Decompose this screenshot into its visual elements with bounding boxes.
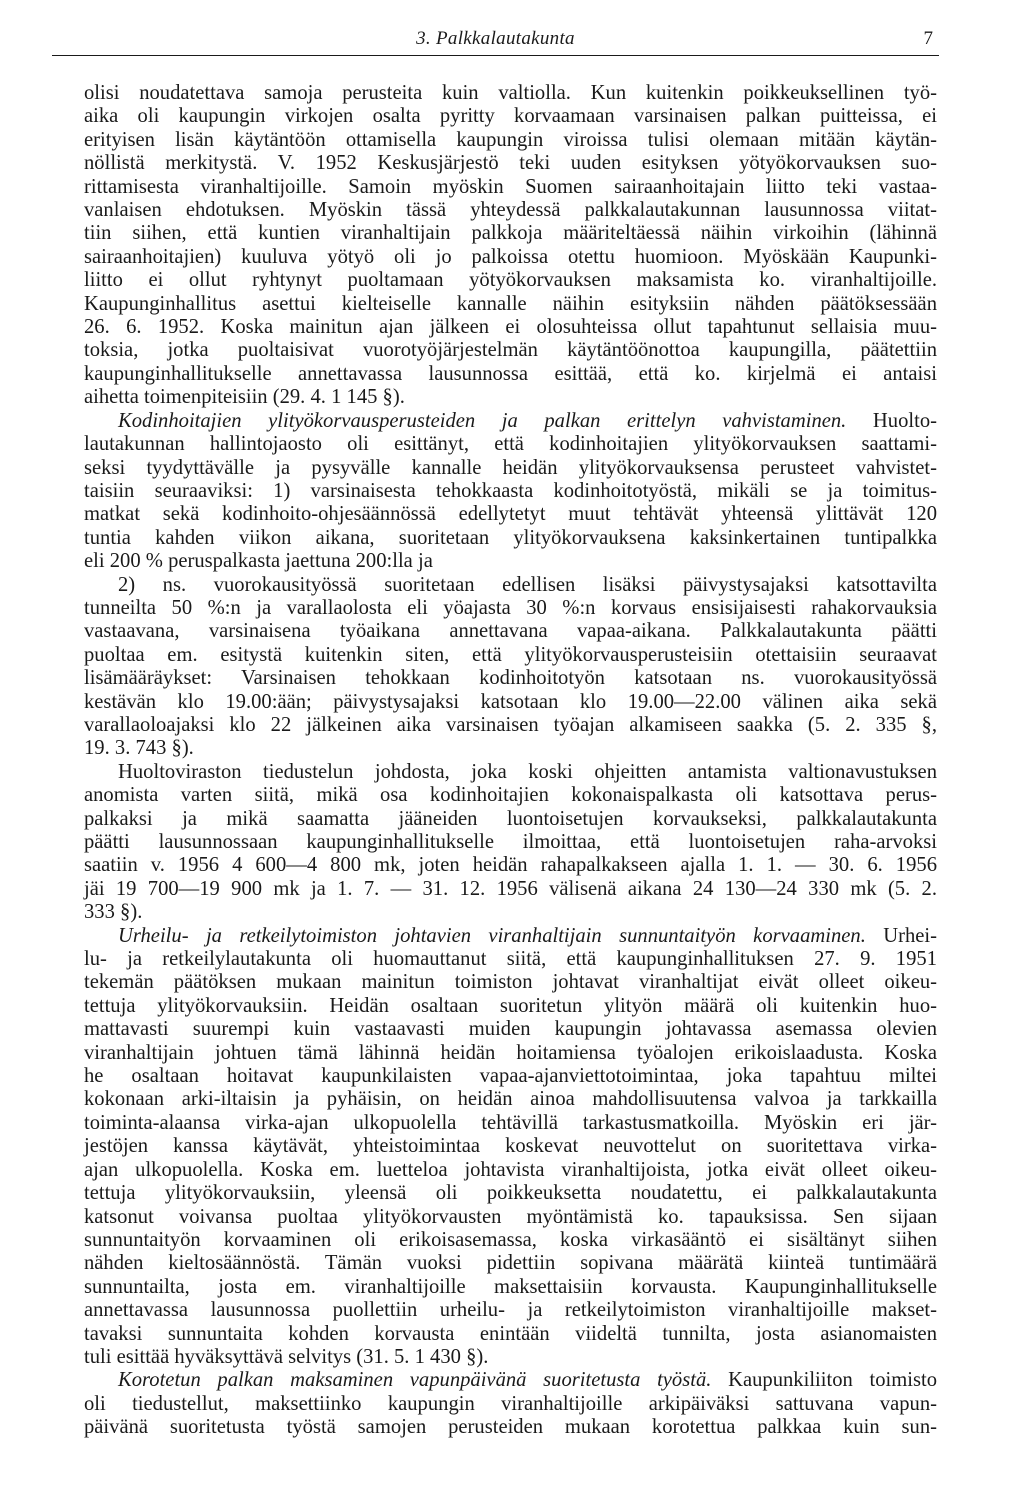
- text-line: [84, 1276, 937, 1299]
- line-text: rittamisesta viranhaltijoille. Samoin myöskin Suomen sairaanhoitajain liitto teki vastaa-: [84, 175, 937, 198]
- text-line: [84, 199, 937, 222]
- text-line: [84, 831, 937, 854]
- text-line: [84, 1159, 937, 1182]
- line-text: päivänä suoritetusta työstä samojen perusteiden mukaan korotettua palkkaa kuin sun-: [84, 1416, 937, 1439]
- text-line: [84, 1206, 937, 1229]
- text-line: [84, 527, 937, 550]
- line-text: lautakunnan hallintojaosto oli esittänyt, että kodinhoitajien ylityökorvauksen saattami-: [84, 433, 937, 456]
- line-text: kaupunginhallitukselle annettavassa lausunnossa esittää, että ko. kirjelmä ei antaisi: [84, 362, 937, 385]
- italic-heading: Kodinhoitajien ylityökorvausperusteiden ja palkan erittelyn vahvistaminen.: [118, 409, 847, 432]
- line-text: toksia, jotka puoltaisivat vuorotyöjärjestelmän käytäntöönottoa kaupungilla, päätettiin: [84, 339, 937, 362]
- line-text: matkat sekä kodinhoito-ohjesäännössä edellytetyt muut tehtävät yhteensä ylittävät 120: [84, 503, 937, 526]
- line-text: 19. 3. 743 §).: [84, 737, 194, 760]
- line-text: ajan ulkopuolella. Koska em. luetteloa johtavista viranhaltijoista, jotka eivät olleet oikeu-: [84, 1158, 937, 1181]
- page-number: 7: [923, 28, 933, 49]
- line-text: sunnuntailta, josta em. viranhaltijoille maksettaisiin korvausta. Kaupunginhallitukselle: [84, 1275, 937, 1298]
- line-text: oli tiedustellut, maksettiinko kaupungin viranhaltijoille arkipäiväksi sattuvana vapun-: [84, 1392, 937, 1415]
- text-line: [84, 1252, 937, 1275]
- text-line: [84, 176, 937, 199]
- text-line: [84, 948, 937, 971]
- line-text: päätti lausunnossaan kaupunginhallitukselle ilmoittaa, että luontoisetujen raha-arvoksi: [84, 831, 937, 853]
- text-line: [84, 995, 937, 1018]
- text-line: [84, 363, 937, 386]
- line-text: katsonut voivansa puoltaa ylityökorvausten myöntämistä ko. tapauksissa. Sen sijaan: [84, 1205, 937, 1228]
- text-line: [84, 574, 937, 597]
- line-text: tuli esittää hyväksyttävä selvitys (31. 5. 1 430 §).: [84, 1345, 489, 1368]
- text-line: [84, 808, 937, 831]
- text-line: [84, 597, 937, 620]
- line-text: mattavasti suurempi kuin vastaavasti muiden kaupungin johtavassa asemassa olevien: [84, 1018, 937, 1041]
- text-line: [84, 480, 937, 503]
- text-line: [84, 1135, 937, 1158]
- text-line: [84, 386, 937, 409]
- text-line: [84, 339, 937, 362]
- text-line: [84, 644, 937, 667]
- line-text: toiminta-alaansa virka-ajan ulkopuolella tehtävillä tarkastusmatkoilla. Myöskin eri jär-: [84, 1111, 937, 1134]
- line-text: vastaavana, varsinaisena työaikana annettavana vapaa-aikana. Palkkalautakunta päätti: [84, 620, 937, 643]
- text-line: [84, 129, 937, 152]
- text-line: [84, 691, 937, 714]
- text-line: [84, 1323, 937, 1346]
- line-text: lisämääräykset: Varsinaisen tehokkaan kodinhoitotyön katsotaan ns. vuorokausityössä: [84, 667, 937, 690]
- text-line: [84, 901, 937, 924]
- line-text: tettuja ylityökorvauksiin, yleensä oli poikkeuksetta noudatettu, ei palkkalautakunta: [84, 1182, 937, 1205]
- text-line: [84, 1042, 937, 1065]
- line-text: saatiin v. 1956 4 600—4 800 mk, joten heidän rahapalkakseen ajalla 1. 1. — 30. 6. 1956: [84, 854, 937, 877]
- text-line: [84, 82, 937, 105]
- line-text: aika oli kaupungin virkojen osalta pyritty korvaamaan varsinaisen palkan puitteissa, ei: [84, 105, 937, 128]
- line-text: lu- ja retkeilylautakunta oli huomauttanut siitä, että kaupunginhallituksen 27. 9. 1951: [84, 948, 937, 971]
- text-line: [84, 1065, 937, 1088]
- line-text: kestävän klo 19.00:ään; päivystysajaksi katsotaan klo 19.00—22.00 välinen aika sekä: [84, 690, 937, 713]
- line-text: palkaksi ja mikä saamatta jääneiden luontoisetujen korvaukseksi, palkkalautakunta: [84, 807, 937, 830]
- body-text: [84, 82, 937, 1440]
- line-text: annettavassa lausunnossa puollettiin urheilu- ja retkeilytoimiston viranhaltijoille makset-: [84, 1299, 937, 1322]
- line-text: viranhaltijain johtuen tämä lähinnä heidän hoitamiensa työalojen erikoislaadusta. Koska: [84, 1041, 937, 1064]
- line-text: tuntia kahden viikon aikana, suoritetaan ylityökorvauksena kaksinkertainen tuntipalkka: [84, 526, 937, 549]
- text-line: [84, 925, 937, 948]
- line-text: nähden kieltosäännöstä. Tämän vuoksi pidettiin sopivana määrätä kiinteä tuntimäärä: [84, 1252, 937, 1275]
- header-section-title: 3. Palkkalautakunta: [416, 28, 575, 49]
- text-line: [84, 971, 937, 994]
- line-text: 333 §).: [84, 901, 143, 924]
- text-line: [84, 737, 937, 760]
- line-text: Kaupunginhallitus asettui kielteiselle kannalle näihin esityksiin nähden päätöksessään: [84, 292, 937, 315]
- line-text: tekemän päätöksen mukaan mainitun toimiston johtavat viranhaltijat eivät olleet oikeu-: [84, 971, 937, 994]
- text-line: [84, 550, 937, 573]
- text-line: [84, 152, 937, 175]
- text-line: [84, 1393, 937, 1416]
- italic-heading: Korotetun palkan maksaminen vapunpäivänä suoritetusta työstä.: [118, 1369, 712, 1392]
- text-line: [84, 105, 937, 128]
- line-text: sunnuntaityön korvaaminen oli erikoisasemassa, koska virkasääntö ei sisältänyt siihen: [84, 1228, 937, 1251]
- line-text: Huoltoviraston tiedustelun johdosta, joka koski ohjeitten antamista valtionavustuksen: [118, 760, 937, 783]
- text-line: [84, 620, 937, 643]
- text-line: [84, 246, 937, 269]
- line-text: jestöjen kanssa käytävät, yhteistoimintaa koskevat neuvottelut on suoritettava virka-: [84, 1135, 937, 1158]
- text-line: [84, 1416, 937, 1439]
- text-line: [84, 1369, 937, 1392]
- line-text: olisi noudatettava samoja perusteita kuin valtiolla. Kun kuitenkin poikkeuksellinen työ-: [84, 82, 937, 104]
- line-text: sairaanhoitajien) kuuluva yötyö oli jo palkoissa otettu huomioon. Myöskään Kaupunki-: [84, 245, 937, 268]
- line-text: Kaupunkiliiton toimisto: [711, 1369, 937, 1392]
- line-text: jäi 19 700—19 900 mk ja 1. 7. — 31. 12. 1956 välisenä aikana 24 130—24 330 mk (5. 2.: [84, 877, 937, 900]
- italic-heading: Urheilu- ja retkeilytoimiston johtavien viranhaltijain sunnuntaityön korvaaminen.: [118, 924, 866, 947]
- line-text: tiin siihen, että kuntien viranhaltijain palkkoja määriteltäessä näihin virkoihin (lähinnä: [84, 222, 937, 245]
- line-text: kokonaan arki-iltaisin ja pyhäisin, on heidän ainoa mahdollisuutensa valvoa ja tarkkailla: [84, 1088, 937, 1111]
- line-text: tunneilta 50 %:n ja varallaolosta eli yöajasta 30 %:n korvaus ensisijaisesti rahakorvauksia: [84, 596, 937, 619]
- line-text: aihetta toimenpiteisiin (29. 4. 1 145 §).: [84, 386, 405, 409]
- line-text: varallaoloajaksi klo 22 jälkeinen aika varsinaisen työajan alkamiseen saakka (5. 2. 335 §,: [84, 713, 937, 736]
- header-rule: [52, 55, 939, 56]
- text-line: [84, 1299, 937, 1322]
- text-line: [84, 316, 937, 339]
- text-line: [84, 1018, 937, 1041]
- text-line: [84, 293, 937, 316]
- line-text: puoltaa em. esitystä kuitenkin siten, että ylityökorvausperusteisiin otettaisiin seuraavat: [84, 643, 937, 666]
- line-text: 2) ns. vuorokausityössä suoritetaan edellisen lisäksi päivystysajaksi katsottavilta: [118, 573, 937, 596]
- line-text: vanlaisen ehdotuksen. Myöskin tässä yhteydessä palkkalautakunnan lausunnossa viitat-: [84, 199, 937, 222]
- text-line: [84, 457, 937, 480]
- line-text: 26. 6. 1952. Koska mainitun ajan jälkeen ei olosuhteissa ollut tapahtunut sellaisia muu-: [84, 316, 937, 339]
- running-header: [52, 28, 939, 52]
- text-line: [84, 1088, 937, 1111]
- line-text: anomista varten siitä, mikä osa kodinhoitajien kokonaispalkasta oli katsottava perus-: [84, 784, 937, 807]
- text-line: [84, 269, 937, 292]
- text-line: [84, 761, 937, 784]
- line-text: taisiin seuraaviksi: 1) varsinaisesta tehokkaasta kodinhoitotyöstä, mikäli se ja toimitus-: [84, 479, 937, 502]
- line-text: eli 200 % peruspalkasta jaettuna 200:lla ja: [84, 550, 433, 573]
- line-text: liitto ei ollut ryhtynyt puoltamaan yötyökorvauksen maksamista ko. viranhaltijoille.: [84, 269, 937, 292]
- text-line: [84, 878, 937, 901]
- text-line: [84, 433, 937, 456]
- text-line: [84, 503, 937, 526]
- line-text: tettuja ylityökorvauksiin. Heidän osaltaan suoritetun ylityön määrä oli kuitenkin huo-: [84, 994, 937, 1017]
- text-line: [84, 1182, 937, 1205]
- text-line: [84, 410, 937, 433]
- line-text: erityisen lisän käytäntöön ottamisella kaupungin viroissa tulisi olemaan mitään käytän-: [84, 128, 937, 151]
- text-line: [84, 784, 937, 807]
- line-text: nöllistä merkitystä. V. 1952 Keskusjärjestö teki uuden esityksen yötyökorvauksen suo-: [84, 152, 937, 175]
- line-text: Urhei-: [865, 924, 937, 947]
- text-line: [84, 714, 937, 737]
- line-text: tavaksi sunnuntaita kohden korvausta enintään viideltä tunnilta, josta asianomaisten: [84, 1322, 937, 1345]
- line-text: seksi tyydyttävälle ja pysyvälle kannalle heidän ylityökorvauksensa perusteet vahvistet-: [84, 456, 937, 479]
- text-line: [84, 222, 937, 245]
- text-line: [84, 854, 937, 877]
- line-text: he osaltaan hoitavat kaupunkilaisten vapaa-ajanviettotoimintaa, joka tapahtuu miltei: [84, 1065, 937, 1088]
- text-line: [84, 1346, 937, 1369]
- text-line: [84, 1112, 937, 1135]
- text-line: [84, 1229, 937, 1252]
- text-line: [84, 667, 937, 690]
- line-text: Huolto-: [846, 409, 937, 432]
